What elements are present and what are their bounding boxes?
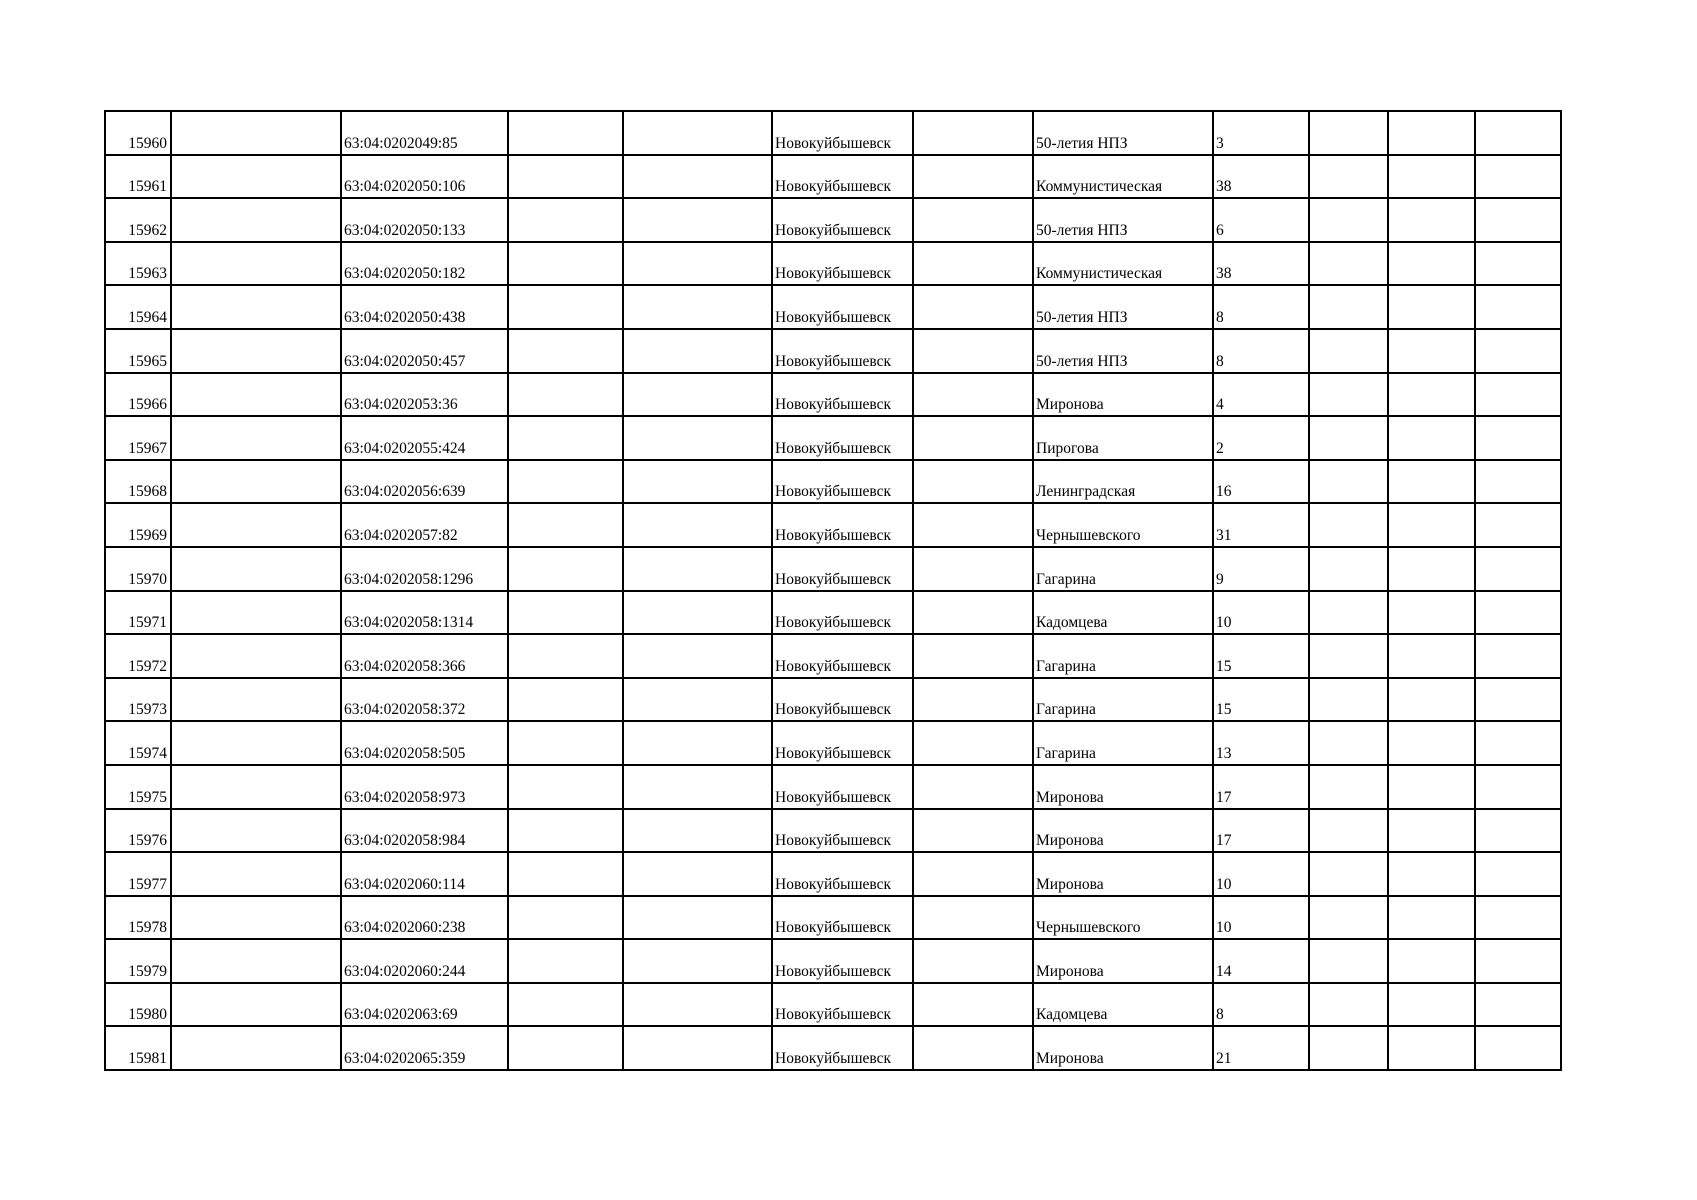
- empty-cell: [1388, 111, 1475, 155]
- cadastral-number-cell: 63:04:0202060:244: [341, 939, 508, 983]
- empty-cell: [1475, 460, 1561, 504]
- empty-cell: [913, 896, 1033, 940]
- empty-cell: [913, 809, 1033, 853]
- empty-cell: [1388, 983, 1475, 1027]
- empty-cell: [171, 329, 341, 373]
- cadastral-number-cell: 63:04:0202050:133: [341, 198, 508, 242]
- empty-cell: [623, 591, 772, 635]
- empty-cell: [623, 939, 772, 983]
- empty-cell: [508, 983, 623, 1027]
- empty-cell: [623, 111, 772, 155]
- table-row: [105, 983, 1561, 1027]
- table-row: [105, 285, 1561, 329]
- empty-cell: [1388, 765, 1475, 809]
- empty-cell: [913, 983, 1033, 1027]
- empty-cell: [171, 939, 341, 983]
- street-cell: Миронова: [1033, 852, 1213, 896]
- empty-cell: [913, 852, 1033, 896]
- empty-cell: [1309, 460, 1388, 504]
- empty-cell: [1475, 809, 1561, 853]
- empty-cell: [1475, 939, 1561, 983]
- empty-cell: [623, 896, 772, 940]
- empty-cell: [1475, 198, 1561, 242]
- empty-cell: [623, 852, 772, 896]
- house-number-cell: 31: [1213, 503, 1309, 547]
- empty-cell: [508, 939, 623, 983]
- house-number-cell: 13: [1213, 721, 1309, 765]
- street-cell: Миронова: [1033, 809, 1213, 853]
- empty-cell: [1475, 896, 1561, 940]
- table-row: [105, 547, 1561, 591]
- empty-cell: [508, 329, 623, 373]
- empty-cell: [1309, 329, 1388, 373]
- empty-cell: [1388, 416, 1475, 460]
- house-number-cell: 4: [1213, 373, 1309, 417]
- empty-cell: [171, 155, 341, 199]
- house-number-cell: 9: [1213, 547, 1309, 591]
- house-number-cell: 10: [1213, 591, 1309, 635]
- empty-cell: [171, 591, 341, 635]
- street-cell: Чернышевского: [1033, 896, 1213, 940]
- empty-cell: [1475, 373, 1561, 417]
- cadastral-number-cell: 63:04:0202058:1314: [341, 591, 508, 635]
- city-cell: Новокуйбышевск: [772, 373, 913, 417]
- city-cell: Новокуйбышевск: [772, 939, 913, 983]
- empty-cell: [623, 198, 772, 242]
- city-cell: Новокуйбышевск: [772, 198, 913, 242]
- empty-cell: [1475, 591, 1561, 635]
- data-table: [104, 110, 1562, 1071]
- empty-cell: [1388, 721, 1475, 765]
- empty-cell: [171, 242, 341, 286]
- empty-cell: [171, 285, 341, 329]
- empty-cell: [623, 678, 772, 722]
- city-cell: Новокуйбышевск: [772, 547, 913, 591]
- row-number-cell: 15975: [105, 765, 171, 809]
- empty-cell: [1309, 634, 1388, 678]
- city-cell: Новокуйбышевск: [772, 416, 913, 460]
- empty-cell: [171, 721, 341, 765]
- table-row: [105, 329, 1561, 373]
- empty-cell: [1388, 373, 1475, 417]
- empty-cell: [508, 721, 623, 765]
- cadastral-number-cell: 63:04:0202060:238: [341, 896, 508, 940]
- empty-cell: [913, 373, 1033, 417]
- house-number-cell: 6: [1213, 198, 1309, 242]
- cadastral-number-cell: 63:04:0202058:372: [341, 678, 508, 722]
- street-cell: 50-летия НПЗ: [1033, 111, 1213, 155]
- empty-cell: [623, 503, 772, 547]
- cadastral-number-cell: 63:04:0202050:106: [341, 155, 508, 199]
- cadastral-number-cell: 63:04:0202058:1296: [341, 547, 508, 591]
- empty-cell: [1309, 416, 1388, 460]
- empty-cell: [623, 634, 772, 678]
- house-number-cell: 17: [1213, 765, 1309, 809]
- empty-cell: [1475, 721, 1561, 765]
- row-number-cell: 15978: [105, 896, 171, 940]
- table-row: [105, 111, 1561, 155]
- empty-cell: [1309, 1026, 1388, 1070]
- house-number-cell: 2: [1213, 416, 1309, 460]
- city-cell: Новокуйбышевск: [772, 460, 913, 504]
- empty-cell: [171, 547, 341, 591]
- empty-cell: [623, 809, 772, 853]
- table-row: [105, 591, 1561, 635]
- house-number-cell: 21: [1213, 1026, 1309, 1070]
- empty-cell: [1388, 503, 1475, 547]
- empty-cell: [1388, 678, 1475, 722]
- empty-cell: [1388, 1026, 1475, 1070]
- empty-cell: [171, 460, 341, 504]
- empty-cell: [171, 765, 341, 809]
- empty-cell: [623, 242, 772, 286]
- row-number-cell: 15977: [105, 852, 171, 896]
- empty-cell: [1309, 765, 1388, 809]
- city-cell: Новокуйбышевск: [772, 285, 913, 329]
- empty-cell: [623, 721, 772, 765]
- city-cell: Новокуйбышевск: [772, 721, 913, 765]
- street-cell: Пирогова: [1033, 416, 1213, 460]
- empty-cell: [623, 460, 772, 504]
- empty-cell: [508, 242, 623, 286]
- empty-cell: [508, 678, 623, 722]
- house-number-cell: 38: [1213, 155, 1309, 199]
- empty-cell: [913, 721, 1033, 765]
- empty-cell: [1309, 198, 1388, 242]
- empty-cell: [623, 547, 772, 591]
- empty-cell: [1309, 591, 1388, 635]
- empty-cell: [913, 547, 1033, 591]
- empty-cell: [1309, 721, 1388, 765]
- street-cell: Гагарина: [1033, 547, 1213, 591]
- empty-cell: [508, 155, 623, 199]
- empty-cell: [1475, 1026, 1561, 1070]
- city-cell: Новокуйбышевск: [772, 809, 913, 853]
- cadastral-number-cell: 63:04:0202063:69: [341, 983, 508, 1027]
- table-row: [105, 634, 1561, 678]
- row-number-cell: 15966: [105, 373, 171, 417]
- empty-cell: [171, 809, 341, 853]
- empty-cell: [508, 634, 623, 678]
- table-row: [105, 678, 1561, 722]
- street-cell: Миронова: [1033, 373, 1213, 417]
- table-row: [105, 721, 1561, 765]
- cadastral-number-cell: 63:04:0202058:973: [341, 765, 508, 809]
- empty-cell: [913, 198, 1033, 242]
- empty-cell: [913, 678, 1033, 722]
- empty-cell: [508, 547, 623, 591]
- empty-cell: [1388, 896, 1475, 940]
- row-number-cell: 15972: [105, 634, 171, 678]
- empty-cell: [623, 285, 772, 329]
- city-cell: Новокуйбышевск: [772, 329, 913, 373]
- empty-cell: [1388, 460, 1475, 504]
- empty-cell: [1309, 939, 1388, 983]
- cadastral-number-cell: 63:04:0202058:505: [341, 721, 508, 765]
- house-number-cell: 16: [1213, 460, 1309, 504]
- empty-cell: [1388, 809, 1475, 853]
- city-cell: Новокуйбышевск: [772, 896, 913, 940]
- empty-cell: [913, 460, 1033, 504]
- empty-cell: [508, 765, 623, 809]
- empty-cell: [508, 111, 623, 155]
- table-row: [105, 765, 1561, 809]
- cadastral-number-cell: 63:04:0202057:82: [341, 503, 508, 547]
- row-number-cell: 15981: [105, 1026, 171, 1070]
- empty-cell: [171, 896, 341, 940]
- empty-cell: [508, 460, 623, 504]
- cadastral-number-cell: 63:04:0202050:182: [341, 242, 508, 286]
- table-row: [105, 503, 1561, 547]
- street-cell: Гагарина: [1033, 634, 1213, 678]
- city-cell: Новокуйбышевск: [772, 852, 913, 896]
- city-cell: Новокуйбышевск: [772, 634, 913, 678]
- table-row: [105, 1026, 1561, 1070]
- row-number-cell: 15967: [105, 416, 171, 460]
- empty-cell: [508, 896, 623, 940]
- empty-cell: [171, 503, 341, 547]
- empty-cell: [1309, 983, 1388, 1027]
- empty-cell: [1388, 329, 1475, 373]
- city-cell: Новокуйбышевск: [772, 983, 913, 1027]
- city-cell: Новокуйбышевск: [772, 155, 913, 199]
- empty-cell: [1475, 634, 1561, 678]
- table-row: [105, 416, 1561, 460]
- empty-cell: [1475, 416, 1561, 460]
- empty-cell: [623, 765, 772, 809]
- empty-cell: [508, 852, 623, 896]
- empty-cell: [1475, 242, 1561, 286]
- cadastral-number-cell: 63:04:0202065:359: [341, 1026, 508, 1070]
- empty-cell: [1309, 809, 1388, 853]
- row-number-cell: 15973: [105, 678, 171, 722]
- street-cell: Кадомцева: [1033, 983, 1213, 1027]
- house-number-cell: 14: [1213, 939, 1309, 983]
- row-number-cell: 15976: [105, 809, 171, 853]
- empty-cell: [508, 416, 623, 460]
- city-cell: Новокуйбышевск: [772, 678, 913, 722]
- table-body: [105, 111, 1561, 1070]
- empty-cell: [913, 416, 1033, 460]
- empty-cell: [913, 111, 1033, 155]
- cadastral-number-cell: 63:04:0202058:366: [341, 634, 508, 678]
- empty-cell: [508, 285, 623, 329]
- house-number-cell: 10: [1213, 896, 1309, 940]
- cadastral-number-cell: 63:04:0202058:984: [341, 809, 508, 853]
- empty-cell: [913, 329, 1033, 373]
- city-cell: Новокуйбышевск: [772, 591, 913, 635]
- cadastral-number-cell: 63:04:0202053:36: [341, 373, 508, 417]
- empty-cell: [508, 503, 623, 547]
- empty-cell: [171, 634, 341, 678]
- empty-cell: [913, 503, 1033, 547]
- empty-cell: [1388, 547, 1475, 591]
- empty-cell: [508, 373, 623, 417]
- empty-cell: [171, 373, 341, 417]
- table-row: [105, 896, 1561, 940]
- empty-cell: [1309, 373, 1388, 417]
- empty-cell: [1388, 198, 1475, 242]
- house-number-cell: 8: [1213, 983, 1309, 1027]
- empty-cell: [1475, 155, 1561, 199]
- street-cell: Чернышевского: [1033, 503, 1213, 547]
- row-number-cell: 15963: [105, 242, 171, 286]
- table-row: [105, 809, 1561, 853]
- table-row: [105, 373, 1561, 417]
- empty-cell: [1388, 242, 1475, 286]
- empty-cell: [913, 155, 1033, 199]
- cadastral-number-cell: 63:04:0202049:85: [341, 111, 508, 155]
- empty-cell: [1309, 547, 1388, 591]
- empty-cell: [1309, 285, 1388, 329]
- house-number-cell: 38: [1213, 242, 1309, 286]
- street-cell: Гагарина: [1033, 721, 1213, 765]
- row-number-cell: 15960: [105, 111, 171, 155]
- row-number-cell: 15961: [105, 155, 171, 199]
- empty-cell: [913, 1026, 1033, 1070]
- empty-cell: [508, 809, 623, 853]
- house-number-cell: 8: [1213, 285, 1309, 329]
- cadastral-number-cell: 63:04:0202050:457: [341, 329, 508, 373]
- city-cell: Новокуйбышевск: [772, 765, 913, 809]
- empty-cell: [913, 634, 1033, 678]
- empty-cell: [171, 1026, 341, 1070]
- empty-cell: [171, 111, 341, 155]
- street-cell: Миронова: [1033, 939, 1213, 983]
- empty-cell: [623, 329, 772, 373]
- empty-cell: [1309, 242, 1388, 286]
- empty-cell: [1309, 896, 1388, 940]
- empty-cell: [508, 1026, 623, 1070]
- empty-cell: [508, 591, 623, 635]
- street-cell: 50-летия НПЗ: [1033, 198, 1213, 242]
- empty-cell: [913, 242, 1033, 286]
- street-cell: Коммунистическая: [1033, 155, 1213, 199]
- empty-cell: [508, 198, 623, 242]
- street-cell: 50-летия НПЗ: [1033, 285, 1213, 329]
- street-cell: Кадомцева: [1033, 591, 1213, 635]
- house-number-cell: 3: [1213, 111, 1309, 155]
- city-cell: Новокуйбышевск: [772, 111, 913, 155]
- row-number-cell: 15974: [105, 721, 171, 765]
- empty-cell: [171, 198, 341, 242]
- street-cell: Ленинградская: [1033, 460, 1213, 504]
- empty-cell: [1475, 111, 1561, 155]
- empty-cell: [1388, 634, 1475, 678]
- street-cell: Миронова: [1033, 765, 1213, 809]
- empty-cell: [1475, 547, 1561, 591]
- empty-cell: [1309, 111, 1388, 155]
- empty-cell: [623, 416, 772, 460]
- empty-cell: [171, 983, 341, 1027]
- row-number-cell: 15969: [105, 503, 171, 547]
- city-cell: Новокуйбышевск: [772, 242, 913, 286]
- row-number-cell: 15971: [105, 591, 171, 635]
- street-cell: Гагарина: [1033, 678, 1213, 722]
- cadastral-number-cell: 63:04:0202060:114: [341, 852, 508, 896]
- row-number-cell: 15980: [105, 983, 171, 1027]
- empty-cell: [171, 678, 341, 722]
- empty-cell: [1475, 329, 1561, 373]
- city-cell: Новокуйбышевск: [772, 503, 913, 547]
- street-cell: 50-летия НПЗ: [1033, 329, 1213, 373]
- empty-cell: [1475, 765, 1561, 809]
- row-number-cell: 15965: [105, 329, 171, 373]
- row-number-cell: 15964: [105, 285, 171, 329]
- empty-cell: [1388, 939, 1475, 983]
- empty-cell: [1475, 503, 1561, 547]
- table-row: [105, 155, 1561, 199]
- empty-cell: [1475, 678, 1561, 722]
- table-row: [105, 242, 1561, 286]
- table-row: [105, 198, 1561, 242]
- street-cell: Миронова: [1033, 1026, 1213, 1070]
- empty-cell: [1475, 285, 1561, 329]
- empty-cell: [623, 373, 772, 417]
- empty-cell: [1309, 503, 1388, 547]
- empty-cell: [1388, 591, 1475, 635]
- empty-cell: [1309, 678, 1388, 722]
- house-number-cell: 15: [1213, 678, 1309, 722]
- cadastral-number-cell: 63:04:0202055:424: [341, 416, 508, 460]
- table-row: [105, 852, 1561, 896]
- empty-cell: [623, 155, 772, 199]
- empty-cell: [1475, 852, 1561, 896]
- empty-cell: [913, 765, 1033, 809]
- empty-cell: [171, 852, 341, 896]
- table-row: [105, 460, 1561, 504]
- house-number-cell: 10: [1213, 852, 1309, 896]
- house-number-cell: 17: [1213, 809, 1309, 853]
- house-number-cell: 8: [1213, 329, 1309, 373]
- row-number-cell: 15962: [105, 198, 171, 242]
- empty-cell: [913, 591, 1033, 635]
- empty-cell: [623, 1026, 772, 1070]
- empty-cell: [171, 416, 341, 460]
- row-number-cell: 15968: [105, 460, 171, 504]
- empty-cell: [1309, 852, 1388, 896]
- empty-cell: [913, 939, 1033, 983]
- empty-cell: [1475, 983, 1561, 1027]
- empty-cell: [913, 285, 1033, 329]
- city-cell: Новокуйбышевск: [772, 1026, 913, 1070]
- row-number-cell: 15970: [105, 547, 171, 591]
- empty-cell: [1309, 155, 1388, 199]
- house-number-cell: 15: [1213, 634, 1309, 678]
- empty-cell: [1388, 155, 1475, 199]
- table-row: [105, 939, 1561, 983]
- street-cell: Коммунистическая: [1033, 242, 1213, 286]
- row-number-cell: 15979: [105, 939, 171, 983]
- empty-cell: [623, 983, 772, 1027]
- cadastral-number-cell: 63:04:0202050:438: [341, 285, 508, 329]
- empty-cell: [1388, 852, 1475, 896]
- cadastral-number-cell: 63:04:0202056:639: [341, 460, 508, 504]
- empty-cell: [1388, 285, 1475, 329]
